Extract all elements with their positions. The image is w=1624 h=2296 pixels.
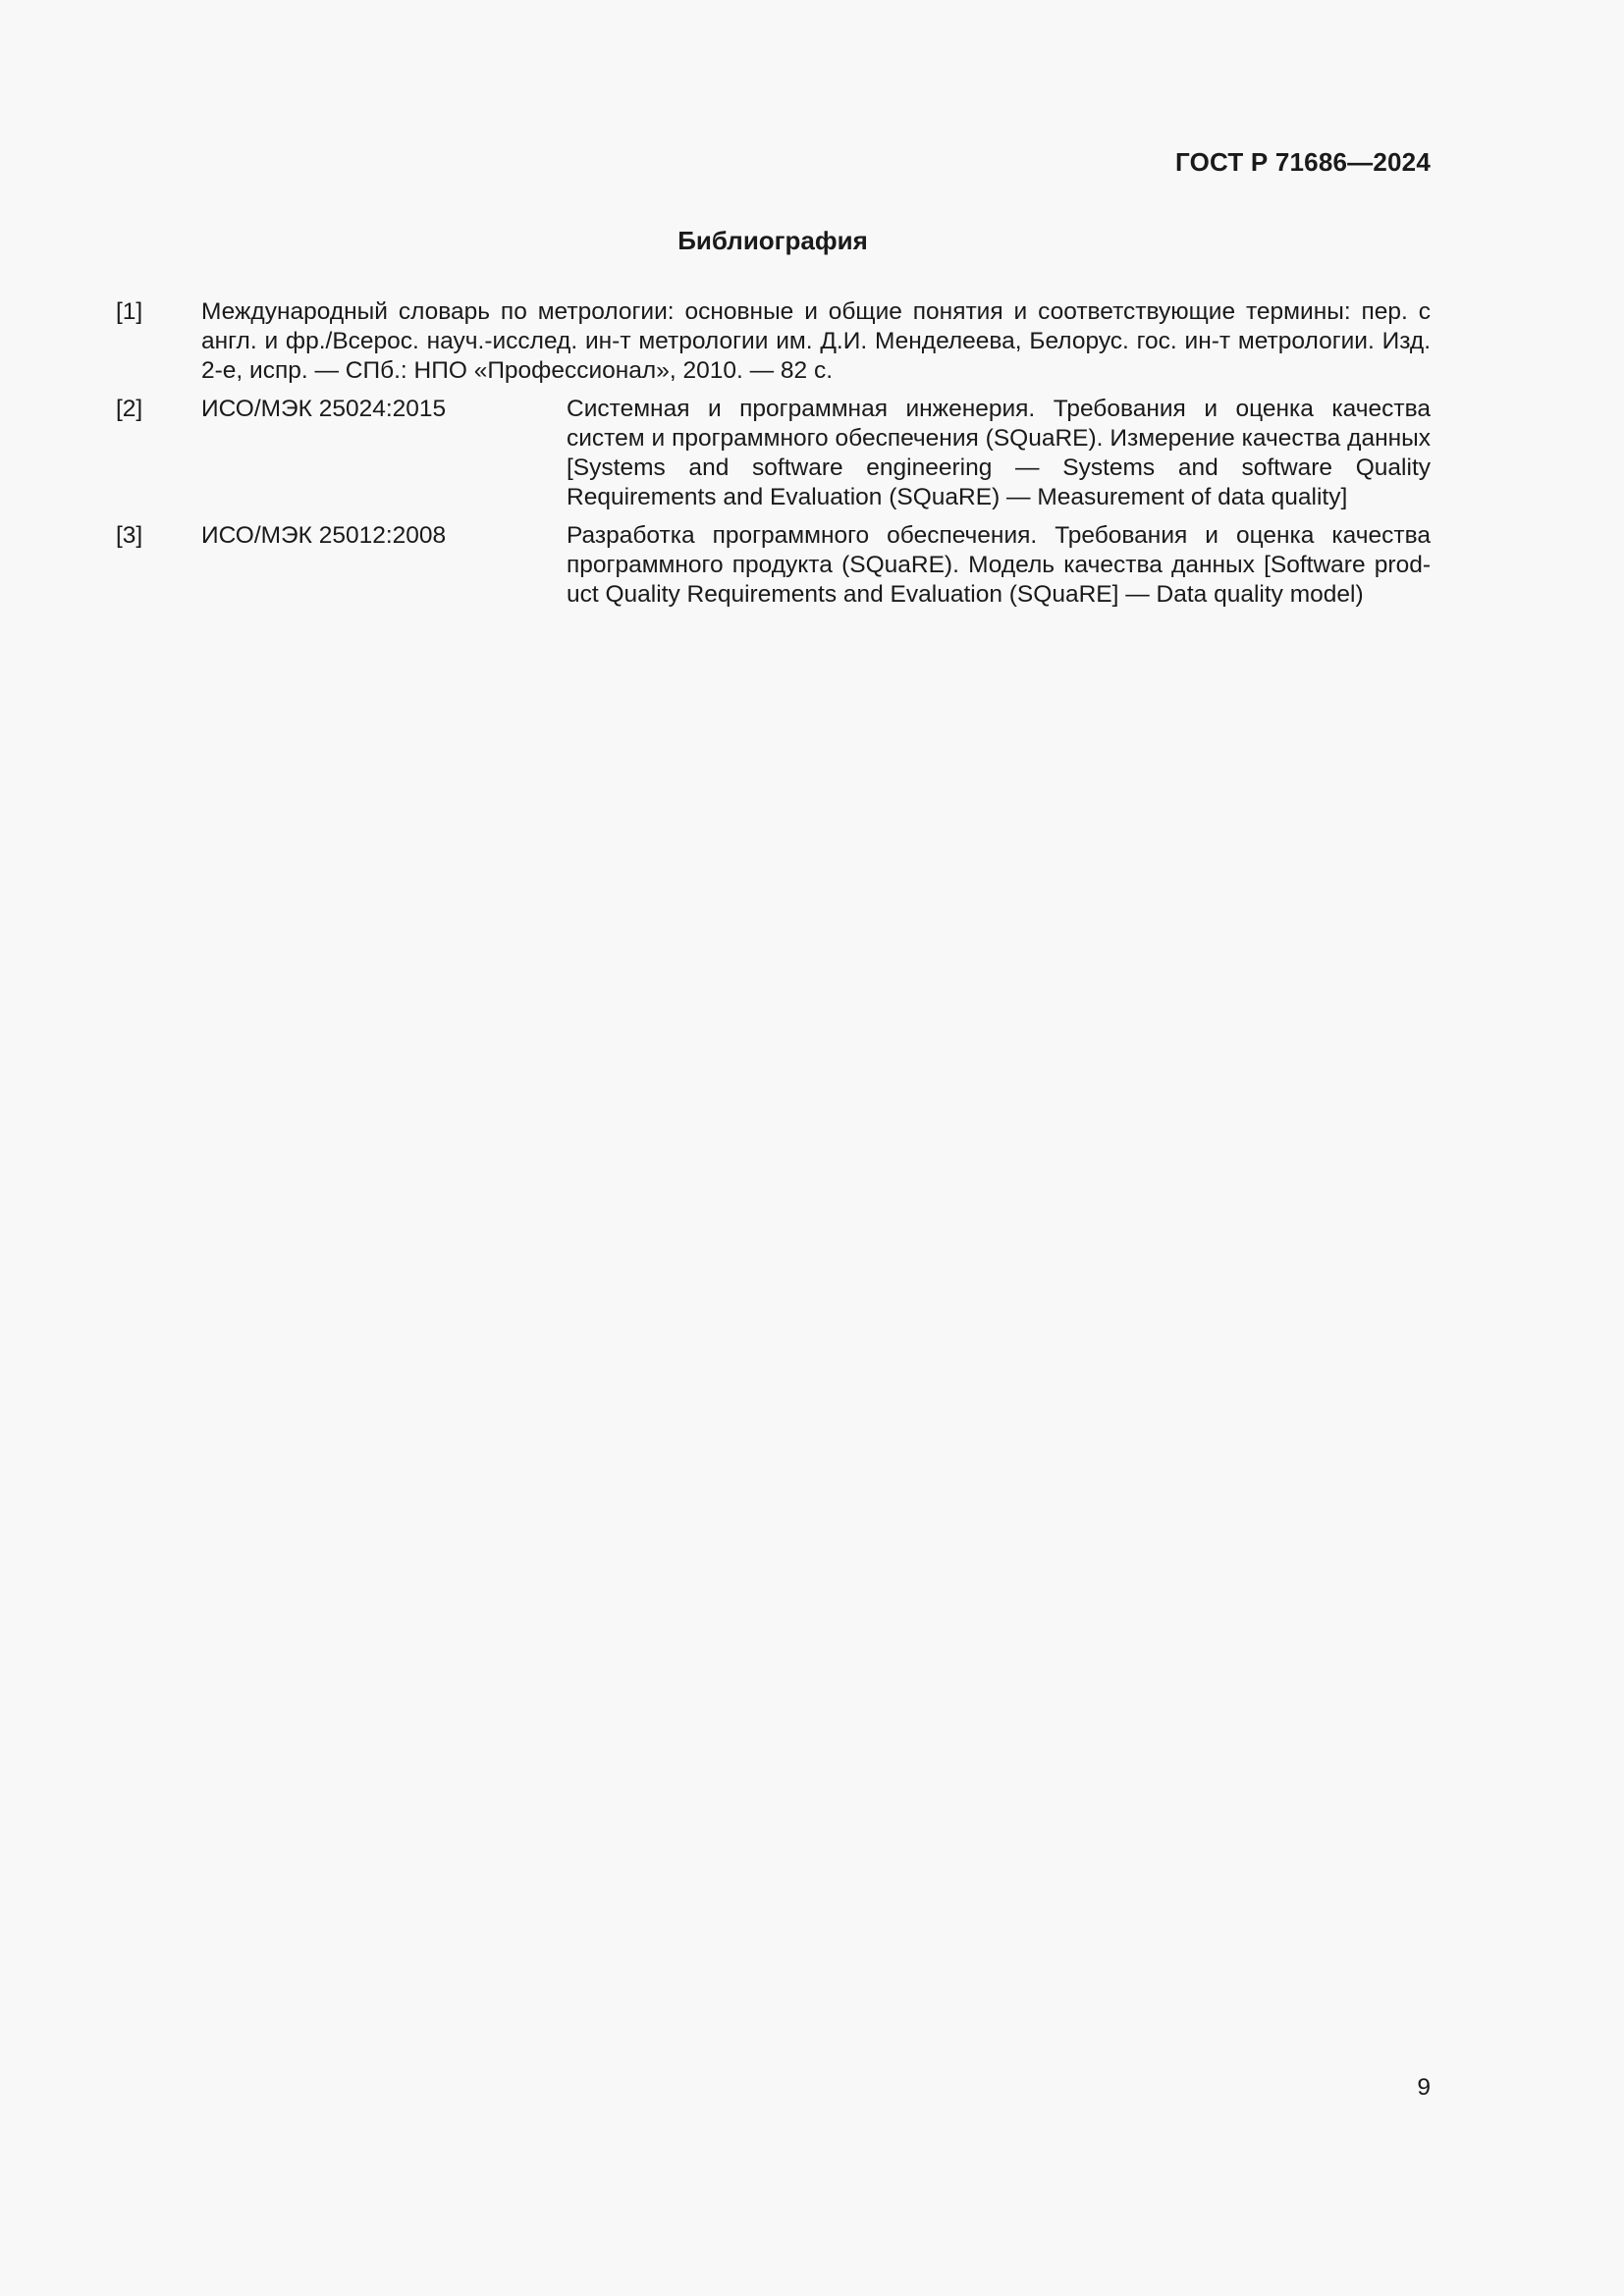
bibliography-entry-1 [116, 297, 1431, 386]
bibliography-entry-code: ИСО/МЭК 25012:2008 [201, 522, 447, 549]
page-number: 9 [1417, 2074, 1431, 2101]
bibliography-list [116, 297, 1431, 618]
bibliography-entry-2 [116, 395, 1431, 512]
document-code: ГОСТ Р 71686—2024 [1175, 147, 1431, 177]
bibliography-entry-code: ИСО/МЭК 25024:2015 [201, 396, 447, 422]
bibliography-entry-3 [116, 521, 1431, 610]
bibliography-entry-text: Системная и программная инженерия. Требования и оценка качества систем и программного обеспечения (SQuaRE). Измерение качества данных [Systems and software engineering — Systems and software Quality Requirements and Evaluation (SQuaRE) — Measurement of data quality] [567, 396, 1431, 510]
section-title: Библиография [677, 226, 868, 255]
bibliography-entry-number: [3] [116, 522, 143, 549]
bibliography-entry-number: [1] [116, 298, 143, 325]
bibliography-entry-number: [2] [116, 396, 143, 422]
bibliography-entry-text: Разработка программного обеспечения. Требования и оценка качества программного продукта (SQuaRE). Модель качества данных [Software product Quality Requirements and Evaluation (SQuaRE] — Data quality model) [567, 522, 1431, 608]
bibliography-entry-text: Международный словарь по метрологии: основные и общие понятия и соответствующие термины: пер. с англ. и фр./Всерос. науч.-исслед. ин-т метрологии им. Д.И. Менделеева, Белорус. гос. ин-т метрологии. Изд. 2-е, испр. — СПб.: НПО «Профессионал», 2010. — 82 с. [201, 298, 1431, 384]
